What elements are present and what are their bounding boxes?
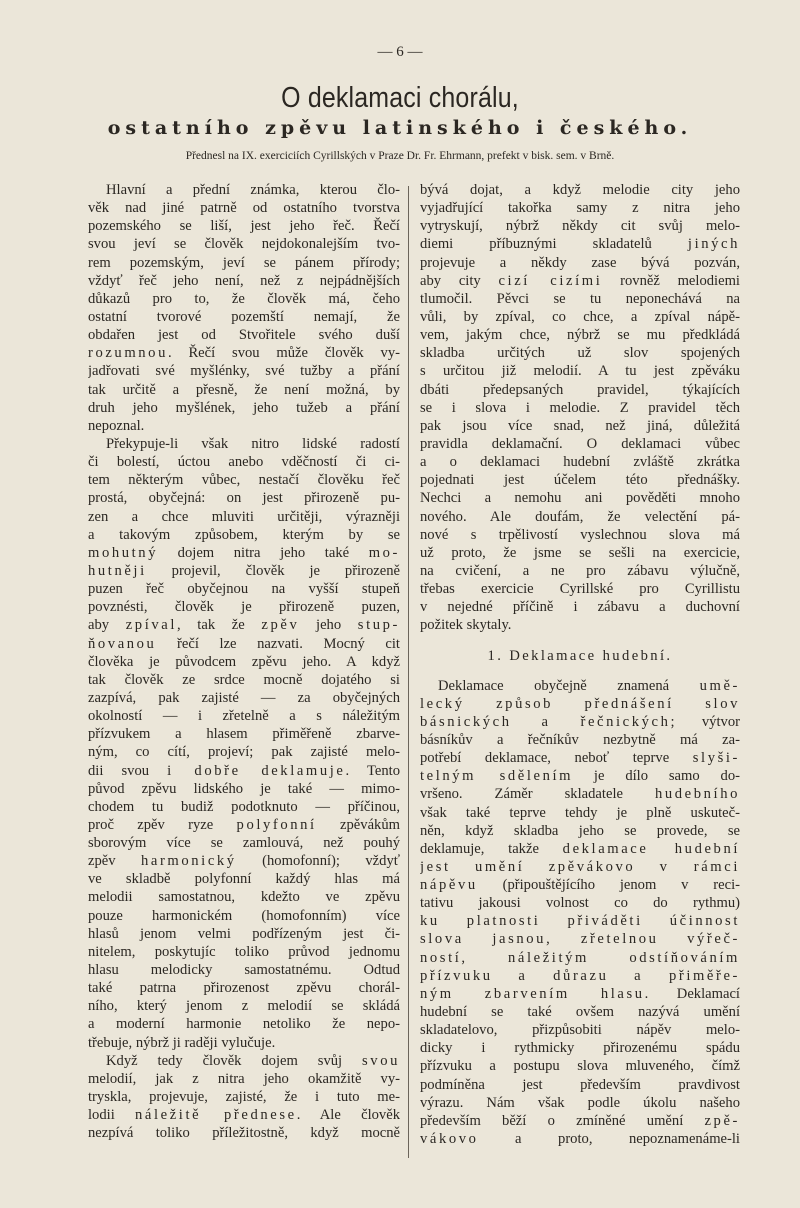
emphasized-text: zpíval <box>125 617 177 634</box>
text-line: básníkův a řečníkův nezbytně má za- <box>420 731 740 748</box>
text-line: ostatní tvorové pozemští nemají, že <box>88 308 400 325</box>
emphasized-text: hudebního <box>654 786 740 803</box>
text-line: nové s trpělivostí vyslechnou slova má <box>420 526 740 543</box>
text-line: tak určitě a přesně, že není možná, by <box>88 381 400 398</box>
text-line: svou jeví se člověk nejdokonalejším tvo- <box>88 236 400 253</box>
text-line: puzen řeč obyčejnou na vyšší stupeň <box>88 581 400 598</box>
text-line: se i slova i melodie. Z pravidel těch <box>420 399 740 416</box>
emphasized-text: deklamace hudební <box>562 840 740 857</box>
text-line: tem některým vůbec, nestačí člověku řeč <box>88 472 400 489</box>
text-line: rem pozemským, jeví se pánem přírody; <box>88 254 400 271</box>
emphasized-text: polyfonní <box>236 816 317 833</box>
text-line: nového. Ale doufám, že velectění pá- <box>420 508 740 525</box>
text-line: nitelem, poskytujíc toliko průvod jednomu <box>88 943 400 960</box>
text-line: v nejedné příčině i zábavu a duchovní <box>420 599 740 616</box>
text-line: třebas exercicie Cyrillské pro Cyrillistu <box>420 581 740 598</box>
text-line: diemi příbuznými skladatelů jiných <box>420 236 740 253</box>
emphasized-text: i dobře deklamuje <box>167 762 346 779</box>
page-number: — 6 — <box>377 44 423 60</box>
text-line: vem, jakým chce, nýbrž se mu předkládá <box>420 327 740 344</box>
emphasized-text: cizí cizími <box>498 272 603 289</box>
text-line <box>420 858 740 876</box>
emphasized-text: mo- <box>368 544 400 561</box>
emphasized-text: stup- <box>357 617 400 634</box>
emphasized-text: přízvuku a důrazu a přiměře- <box>420 967 740 984</box>
text-line: dicky i rythmicky přirozenému spádu <box>420 1040 740 1057</box>
text-line: či bolestí, úctou anebo vděčností či ci- <box>88 454 400 471</box>
text-line: ního, který jenom z melodií se skládá <box>88 998 400 1015</box>
article-byline: Přednesl na IX. exerciciích Cyrillských v Praze Dr. Fr. Ehrmann, prefekt v bisk. sem. v Brně. <box>185 150 615 162</box>
paragraph <box>88 1052 400 1143</box>
text-line: pojednati jest účelem této přednášky. <box>420 472 740 489</box>
emphasized-text: zpěv <box>261 617 300 634</box>
text-line: Nechci a nemohu ani pověděti mnoho <box>420 490 740 507</box>
text-line: na cvičení, a ne pro zábavu výlučně, <box>420 562 740 579</box>
text-line: výrazu. Nám však podle úkolu našeho <box>420 1094 740 1111</box>
text-line: zazpívá, pak zajisté — za obyčejných <box>88 689 400 706</box>
emphasized-text: rozumnou <box>88 345 168 362</box>
text-line: potřebí deklamace, neboť teprve slyši- <box>420 750 740 767</box>
text-line: a o deklamaci hudební zvláště zkrátka <box>420 454 740 471</box>
text-line: vyjadřující takořka samy z nitra jeho <box>420 200 740 217</box>
paragraph <box>88 435 400 1052</box>
emphasized-text: básnických a řečnických <box>420 713 671 730</box>
text-line: důkazů pro to, že člověk má, čeho <box>88 290 400 307</box>
text-line: melodii samostatnou, kdežto ve zpěvu <box>88 889 400 906</box>
text-line: Hlavní a přední známka, kterou člo- <box>106 182 400 198</box>
article-title: O deklamaci chorálu, <box>281 82 519 114</box>
text-line: nepoznal. <box>88 417 145 434</box>
text-line: obdařen jest od Stvořitele svého duší <box>88 327 400 344</box>
text-line: proč zpěv ryze polyfonní zpěvákům <box>88 816 400 833</box>
text-line: hutněji projevil, člověk je přirozeně <box>88 562 400 579</box>
text-line: třebuje, nýbrž ji raději vylučuje. <box>88 1034 276 1051</box>
text-line: pak jsou více snad, než jiná, důležitá <box>420 417 740 434</box>
text-line: zpěv harmonický (homofonní); vždyť <box>88 853 400 870</box>
text-line: tak člověk ze srdce mocně dojatého si <box>88 671 400 688</box>
text-line: hudební se také ovšem nazývá umění <box>420 1004 740 1021</box>
text-line: požitek skytaly. <box>420 617 512 634</box>
text-line: lodii náležitě přednese. Ale člověk <box>88 1107 400 1124</box>
text-line: podmíněna jest především pravdivost <box>420 1076 740 1093</box>
text-line: skladba určitých už slov spojených <box>420 345 740 362</box>
emphasized-text: svou <box>362 1052 400 1069</box>
text-line: jadřovati své myšlénky, své tužby a přání <box>88 363 400 380</box>
text-line: aby city cizí cizími rovněž melodiemi <box>420 272 740 289</box>
text-line: už proto, že jsme se sešli na exercicie, <box>420 544 740 561</box>
text-line: nápěvu (připouštějícího jenom v reci- <box>420 877 740 894</box>
text-line: věk nad jiné patrně od ostatního tvorstva <box>88 200 400 217</box>
text-line: aby zpíval, tak že zpěv jeho stup- <box>88 617 400 634</box>
text-line: dii svou i dobře deklamuje. Tento <box>88 762 400 779</box>
emphasized-text: vákovo <box>420 1131 479 1148</box>
text-line: hlasu melodicky samostatnému. Odtud <box>88 962 400 979</box>
text-line: dbáti předepsaných pravidel, týkajících <box>420 381 740 398</box>
emphasized-text: mohutný <box>88 544 159 561</box>
text-line: zen a chce mluviti určitěji, výrazněji <box>88 508 400 525</box>
right-column <box>420 181 740 1148</box>
text-line <box>420 930 740 948</box>
text-line: původ zpěvu lidského je také — mimo- <box>88 780 400 797</box>
text-line: vršeno. Záměr skladatele hudebního <box>420 786 740 803</box>
text-line: povznésti, člověk je přirozeně puzen, <box>88 599 400 616</box>
text-line: prostá, obyčejná: on jest přirozeně pu- <box>88 490 400 507</box>
emphasized-text: lecký způsob přednášení slov <box>420 695 740 712</box>
right-column-before-heading <box>420 181 740 635</box>
emphasized-text: jiných <box>687 236 740 253</box>
text-line: tryskla, projevuje, zajisté, že i tuto me- <box>88 1089 400 1106</box>
text-line <box>420 912 740 930</box>
article-subtitle: ostatního zpěvu latinského i českého. <box>107 117 693 139</box>
text-line <box>420 695 740 713</box>
text-line: s určitou již melodií. A tu jest zpěváku <box>420 363 740 380</box>
text-line: tativu jakousi volnost co do rythmu) <box>420 895 740 912</box>
paragraph <box>420 677 740 1149</box>
text-line: básnických a řečnických; výtvor <box>420 713 740 730</box>
text-line: rozumnou. Řečí svou může člověk vy- <box>88 345 400 362</box>
emphasized-text: harmonický <box>140 853 237 870</box>
text-line: tlumočil. Pěvci se tu neponechává na <box>420 290 740 307</box>
text-line: ným zbarvením hlasu. Deklamací <box>420 985 740 1002</box>
text-line: a takovým způsobem, kterým by se <box>88 526 400 543</box>
text-line: melodií, jak z nitra jeho okamžitě vy- <box>88 1070 400 1087</box>
text-line: deklamuje, takže deklamace hudební <box>420 840 740 857</box>
text-line: bývá dojat, a když melodie city jeho <box>420 182 740 198</box>
text-line: vákovo a proto, nepoznamenáme-li <box>420 1131 740 1148</box>
text-line: sborovým více se zamlouvá, než pouhý <box>88 835 400 852</box>
text-line: projevuje a někdy zase bývá pozván, <box>420 254 740 271</box>
text-line: Překypuje-li však nitro lidské radostí <box>106 435 400 452</box>
section-heading: 1. Deklamace hudební. <box>487 647 673 664</box>
column-divider <box>408 186 409 1158</box>
text-line: Když tedy člověk dojem svůj svou <box>106 1052 400 1069</box>
text-line: člověka je původcem zpěvu jeho. A když <box>88 653 400 670</box>
emphasized-text: náležitě přednese <box>135 1107 297 1124</box>
text-line: ňovanou řečí lze nazvati. Mocný cit <box>88 635 400 652</box>
paragraph <box>420 181 740 635</box>
text-line: ve skladbě polyfonní každý hlas má <box>88 871 400 888</box>
text-line: vytryskují, nýbrž někdy cit svůj melo- <box>420 218 740 235</box>
text-line: ným, co cítí, projeví; pak zajisté melo- <box>88 744 400 761</box>
text-line: také patrna přirozenost zpěvu chorál- <box>88 980 400 997</box>
text-line: telným sdělením je dílo samo do- <box>420 768 740 785</box>
text-line: chodem tu budiž podotknuto — příčinou, <box>88 798 400 815</box>
emphasized-text: slova jasnou, zřetelnou výřeč- <box>420 931 740 948</box>
emphasized-text: nápěvu <box>420 877 478 894</box>
left-column <box>88 181 400 1142</box>
text-line: něn, když skladba jeho se provede, se <box>420 822 740 839</box>
emphasized-text: ným zbarvením hlasu <box>420 985 645 1002</box>
emphasized-text: umě- <box>699 677 740 694</box>
text-line: však také teprve tehdy je plně uskuteč- <box>420 804 740 821</box>
emphasized-text: slyši- <box>692 750 740 767</box>
text-line: skladatelovo, přizpůsobiti nápěv melo- <box>420 1022 740 1039</box>
paragraph <box>88 181 400 435</box>
text-line: okolností — i zřetelně a s náležitým <box>88 708 400 725</box>
text-line: nezpívá toliko příležitostně, když mocně <box>88 1125 400 1142</box>
text-line: a moderní harmonie netoliko že nepo- <box>88 1016 400 1033</box>
emphasized-text: ňovanou <box>88 635 157 652</box>
text-line <box>420 949 740 967</box>
emphasized-text: hutněji <box>88 562 147 579</box>
emphasized-text: ku platnosti přiváděti účinnost <box>420 913 740 930</box>
text-line: hlasů jenom velmi podřízeným jest či- <box>88 925 400 942</box>
text-line: přízvuku a postupu slova mluveného, čímž <box>420 1058 740 1075</box>
text-line: druh jeho myšlének, jeho tužeb a přání <box>88 399 400 416</box>
text-line: Deklamace obyčejně znamená umě- <box>438 677 740 694</box>
text-line: pozemského se liší, jest jeho řeč. Řečí <box>88 218 400 235</box>
text-line: především běží o zmíněné umění zpě- <box>420 1112 740 1129</box>
emphasized-text: ností, náležitým odstíňováním <box>420 949 740 966</box>
text-line: pravidla deklamační. O deklamaci vůbec <box>420 435 740 452</box>
text-line: přízvukem a hlasem přiměřeně zbarve- <box>88 726 400 743</box>
emphasized-text: zpě- <box>704 1112 740 1129</box>
text-line: mohutný dojem nitra jeho také mo- <box>88 544 400 561</box>
text-line <box>420 967 740 985</box>
right-column-after-heading <box>420 677 740 1149</box>
emphasized-text: jest umění zpěvákovo v rámci <box>420 858 740 875</box>
text-line: vůli, by zpíval, co chce, a zpíval nápě- <box>420 308 740 325</box>
text-line: pouze harmonickém (homofonním) více <box>88 907 400 924</box>
text-line: vždyť řeč jeho není, než z nejpádnějších <box>88 272 400 289</box>
emphasized-text: telným sdělením <box>420 768 574 785</box>
